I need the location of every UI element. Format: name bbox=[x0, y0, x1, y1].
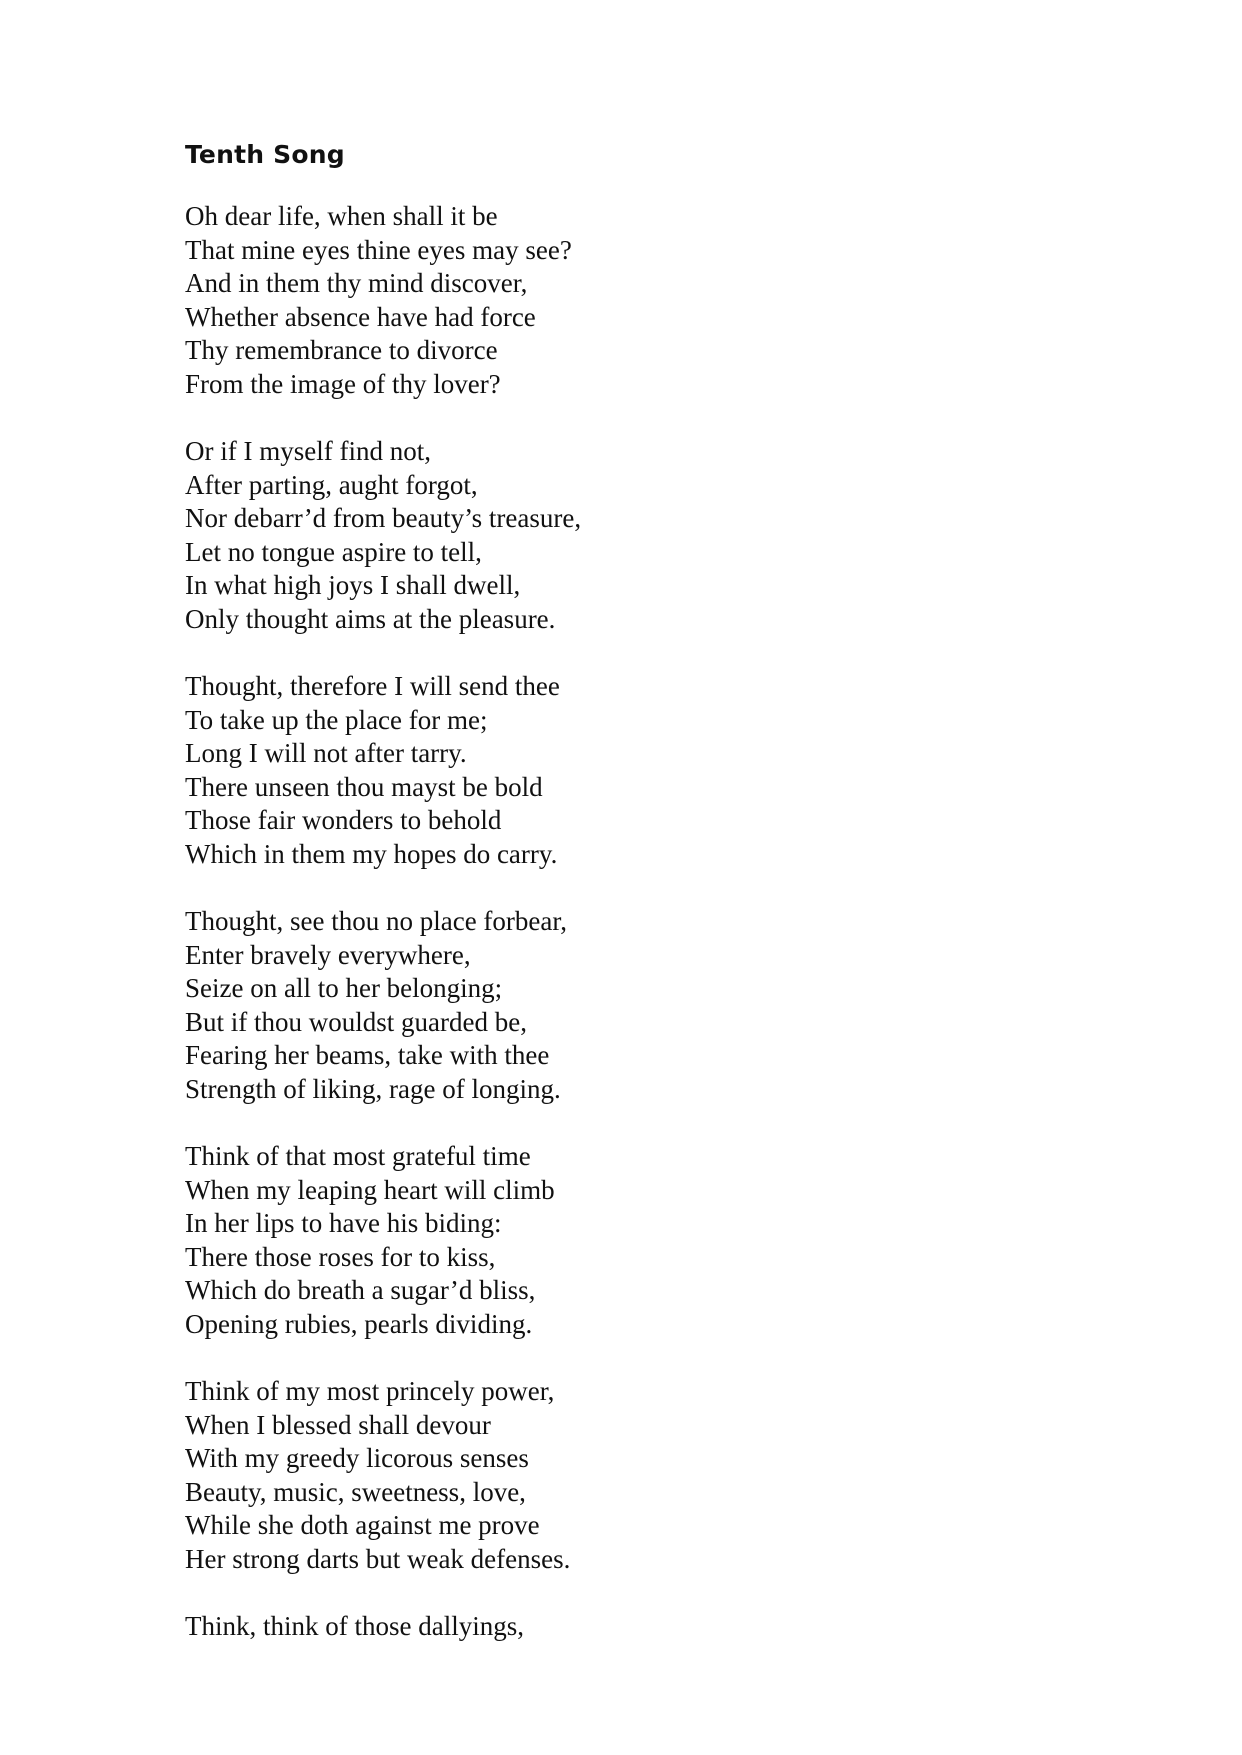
poem-line: In her lips to have his biding: bbox=[185, 1208, 502, 1238]
poem-line: Which in them my hopes do carry. bbox=[185, 838, 558, 869]
poem-line: And in them thy mind discover, bbox=[185, 268, 528, 298]
stanza bbox=[185, 670, 1085, 871]
poem-line: Only thought aims at the pleasure. bbox=[185, 603, 556, 634]
poem-line: Opening rubies, pearls dividing. bbox=[185, 1308, 533, 1339]
poem-line: Fearing her beams, take with thee bbox=[185, 1040, 550, 1070]
poem-line: Thought, see thou no place forbear, bbox=[185, 906, 568, 936]
poem-line: In what high joys I shall dwell, bbox=[185, 570, 521, 600]
poem-line: While she doth against me prove bbox=[185, 1510, 540, 1540]
poem-line: Long I will not after tarry. bbox=[185, 738, 467, 768]
poem-line: Whether absence have had force bbox=[185, 301, 536, 332]
poem-line: Those fair wonders to behold bbox=[185, 805, 502, 835]
poem-line: Nor debarr’d from beauty’s treasure, bbox=[185, 503, 582, 533]
poem-line: Thought, therefore I will send thee bbox=[185, 671, 560, 701]
poem-line: After parting, aught forgot, bbox=[185, 469, 478, 500]
stanza bbox=[185, 1610, 1085, 1644]
stanza bbox=[185, 435, 1085, 636]
stanza bbox=[185, 1140, 1085, 1341]
poem-line: Think, think of those dallyings, bbox=[185, 1611, 524, 1641]
poem-line: With my greedy licorous senses bbox=[185, 1443, 529, 1473]
poem-line: When I blessed shall devour bbox=[185, 1409, 491, 1440]
stanza bbox=[185, 1375, 1085, 1576]
poem-line: When my leaping heart will climb bbox=[185, 1174, 555, 1205]
poem-line: That mine eyes thine eyes may see? bbox=[185, 234, 572, 265]
poem-line: There those roses for to kiss, bbox=[185, 1241, 496, 1272]
poem-line: Strength of liking, rage of longing. bbox=[185, 1073, 561, 1104]
poem-line: To take up the place for me; bbox=[185, 704, 488, 735]
stanza bbox=[185, 200, 1085, 401]
poem-line: Think of my most princely power, bbox=[185, 1376, 555, 1406]
poem-line: Oh dear life, when shall it be bbox=[185, 201, 498, 231]
poem-line: Beauty, music, sweetness, love, bbox=[185, 1476, 526, 1507]
poem-line: There unseen thou mayst be bold bbox=[185, 771, 543, 802]
poem-line: Her strong darts but weak defenses. bbox=[185, 1543, 571, 1574]
stanza bbox=[185, 905, 1085, 1106]
poem-line: From the image of thy lover? bbox=[185, 368, 501, 399]
poem-title: Tenth Song bbox=[185, 140, 345, 169]
poem-line: Or if I myself find not, bbox=[185, 436, 431, 466]
poem-body bbox=[185, 200, 1085, 1678]
poem-line: Let no tongue aspire to tell, bbox=[185, 536, 482, 567]
poem-line: Which do breath a sugar’d bliss, bbox=[185, 1275, 536, 1305]
poem-line: Thy remembrance to divorce bbox=[185, 335, 498, 365]
poem-line: But if thou wouldst guarded be, bbox=[185, 1006, 527, 1037]
poem-line: Enter bravely everywhere, bbox=[185, 939, 471, 970]
poem-line: Think of that most grateful time bbox=[185, 1141, 531, 1171]
poem-line: Seize on all to her belonging; bbox=[185, 973, 503, 1003]
